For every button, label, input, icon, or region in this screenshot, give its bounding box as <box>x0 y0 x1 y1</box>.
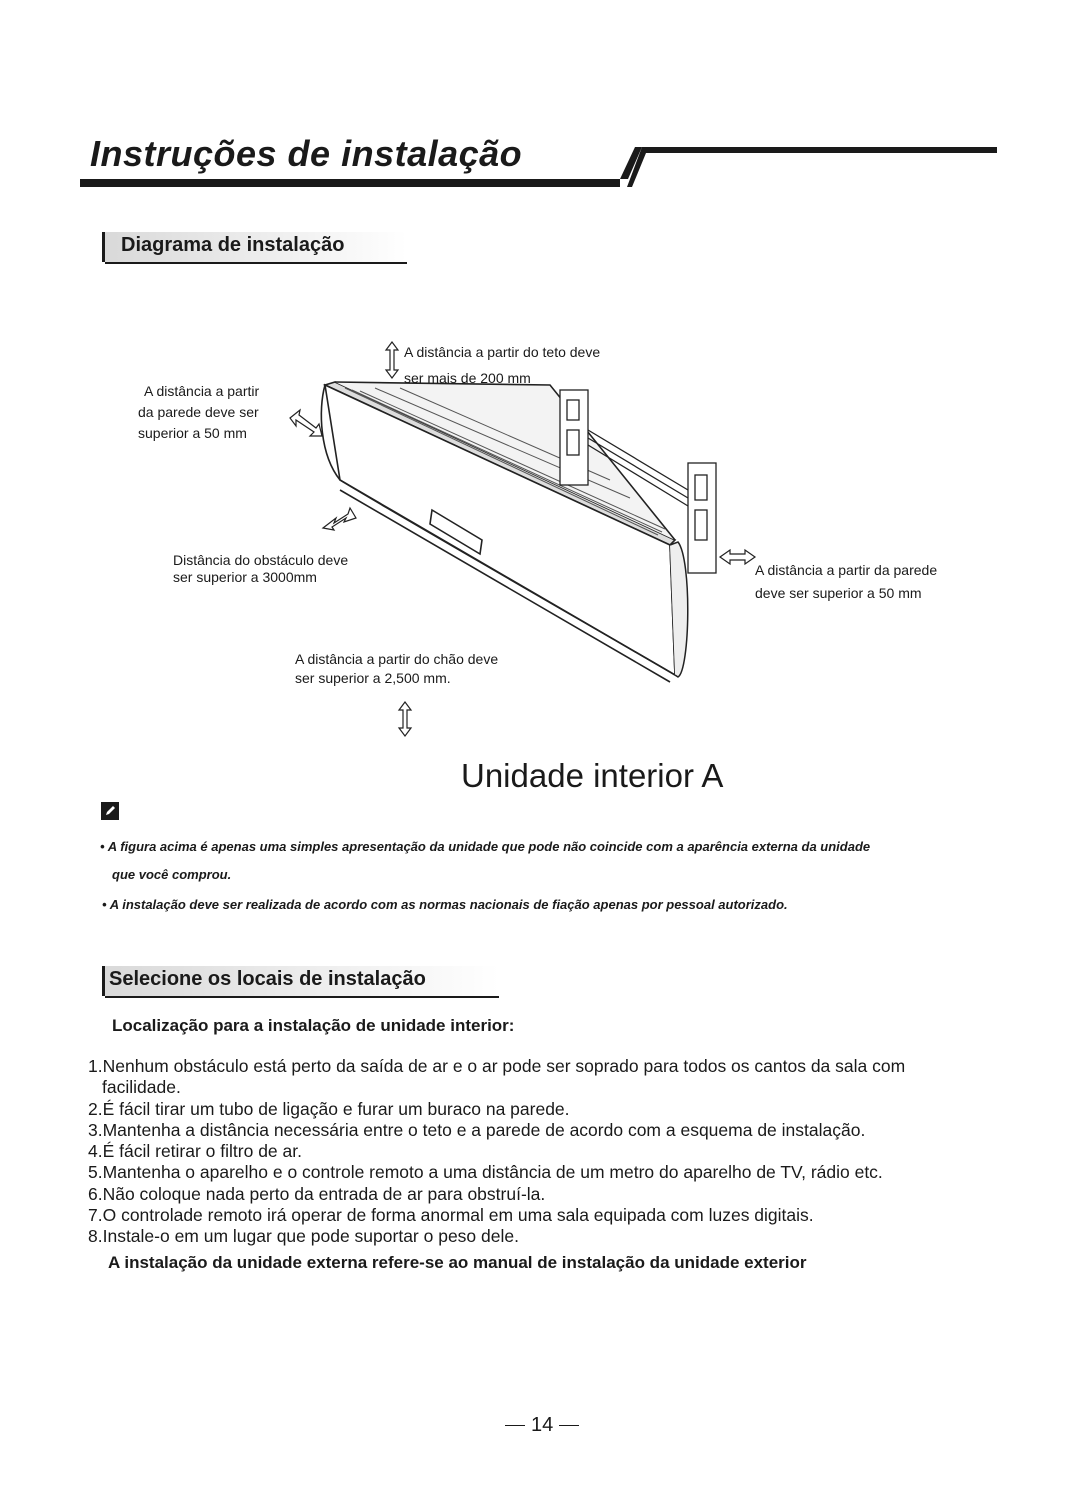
section-title-locations: Selecione os locais de instalação <box>109 968 426 990</box>
note-1 <box>100 839 1060 854</box>
list-item: 4.É fácil retirar o filtro de ar. <box>88 1141 302 1162</box>
locations-list <box>88 1056 1038 1248</box>
note-icon <box>101 802 119 820</box>
right-wall-arrow-icon <box>720 550 755 564</box>
left-wall-label-1: A distância a partir <box>144 383 260 399</box>
left-wall-label-2: da parede deve ser <box>138 404 259 420</box>
section-header-locations <box>102 966 499 996</box>
obstacle-label-1: Distância do obstáculo deve <box>173 552 349 568</box>
note-2 <box>102 897 1062 912</box>
locations-subtitle: Localização para a instalação de unidade interior: <box>112 1016 515 1035</box>
ceiling-label-1: A distância a partir do teto deve <box>404 344 601 360</box>
section-header-diagram <box>102 232 407 262</box>
left-wall-arrow-icon <box>290 410 322 436</box>
right-wall-label-2: deve ser superior a 50 mm <box>755 585 922 601</box>
diagram-caption: Unidade interior A <box>461 757 724 794</box>
note-1-line-1: A figura acima é apenas uma simples apresentação da unidade que pode não coincide com a aparência externa da unidade <box>107 839 871 854</box>
section-title-diagram: Diagrama de instalação <box>121 234 345 256</box>
list-item: 5.Mantenha o aparelho e o controle remoto a uma distância de um metro do aparelho de TV, rádio etc. <box>88 1162 883 1183</box>
page-number <box>505 1414 579 1437</box>
bullet-icon: • <box>100 839 108 854</box>
list-item: facilidade. <box>102 1077 181 1098</box>
page-number-text: 14 <box>531 1414 554 1436</box>
ceiling-label-2: ser mais de 200 mm <box>404 370 531 386</box>
bullet-icon: • <box>102 897 110 912</box>
list-item: 2.É fácil tirar um tubo de ligação e furar um buraco na parede. <box>88 1098 570 1119</box>
title-rule <box>80 143 1000 191</box>
obstacle-label-2: ser superior a 3000mm <box>173 569 317 585</box>
page-title: Instruções de instalação <box>90 133 523 174</box>
floor-label-1: A distância a partir do chão deve <box>295 651 499 667</box>
outdoor-note: A instalação da unidade externa refere-se ao manual de instalação da unidade exterior <box>108 1253 807 1272</box>
ceiling-arrow-icon <box>386 342 398 378</box>
note-2-text: A instalação deve ser realizada de acordo com as normas nacionais de fiação apenas por pessoal autorizado. <box>109 897 788 912</box>
floor-label-2: ser superior a 2,500 mm. <box>295 670 451 686</box>
floor-arrow-icon <box>399 702 411 736</box>
list-item: 7.O controlade remoto irá operar de forma anormal em uma sala equipada com luzes digitais. <box>88 1205 814 1226</box>
list-item: 6.Não coloque nada perto da entrada de ar para obstruí-la. <box>88 1183 546 1204</box>
obstacle-arrow-icon <box>323 508 356 530</box>
right-wall-label-1: A distância a partir da parede <box>755 562 938 578</box>
note-1-line-2: que você comprou. <box>112 867 232 882</box>
list-item: 8.Instale-o em um lugar que pode suportar o peso dele. <box>88 1226 519 1247</box>
list-item: 3.Mantenha a distância necessária entre o teto e a parede de acordo com a esquema de instalação. <box>88 1119 866 1140</box>
list-item: 1.Nenhum obstáculo está perto da saída de ar e o ar pode ser soprado para todos os cantos da sala com <box>88 1056 906 1076</box>
left-wall-label-3: superior a 50 mm <box>138 425 247 441</box>
